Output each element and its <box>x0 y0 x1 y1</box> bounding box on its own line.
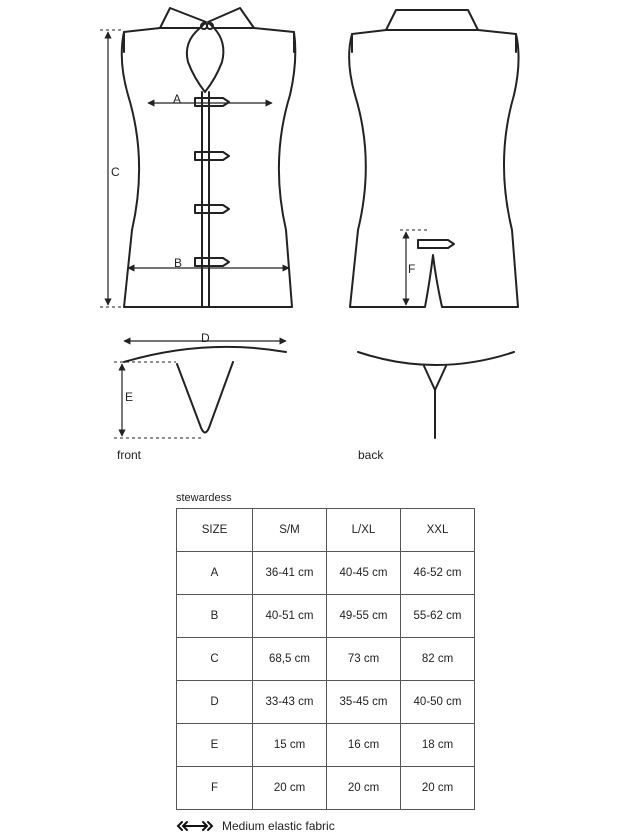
table-cell: E <box>177 724 253 767</box>
table-cell: 40-50 cm <box>401 681 475 724</box>
table-cell: 68,5 cm <box>253 638 327 681</box>
table-cell: 46-52 cm <box>401 552 475 595</box>
table-row <box>177 681 475 724</box>
table-cell: C <box>177 638 253 681</box>
table-cell: 33-43 cm <box>253 681 327 724</box>
header-cell: L/XL <box>327 509 401 552</box>
table-row <box>177 638 475 681</box>
label-c: C <box>111 165 120 179</box>
table-cell: B <box>177 595 253 638</box>
table-row <box>177 595 475 638</box>
label-e: E <box>125 390 134 404</box>
table-cell: D <box>177 681 253 724</box>
table-cell: 15 cm <box>253 724 327 767</box>
table-cell: 20 cm <box>253 767 327 810</box>
table-row <box>177 767 475 810</box>
table-cell: 40-51 cm <box>253 595 327 638</box>
table-cell: 73 cm <box>327 638 401 681</box>
table-cell: 20 cm <box>401 767 475 810</box>
label-d: D <box>201 331 210 345</box>
header-cell: S/M <box>253 509 327 552</box>
caption-front: front <box>117 448 142 462</box>
header-cell: XXL <box>401 509 475 552</box>
table-cell: 18 cm <box>401 724 475 767</box>
label-b: B <box>174 256 183 270</box>
size-table <box>176 508 475 810</box>
back-thong <box>358 352 514 438</box>
table-cell: 40-45 cm <box>327 552 401 595</box>
table-title: stewardess <box>176 492 232 504</box>
label-f: F <box>408 262 416 276</box>
table-cell: 36-41 cm <box>253 552 327 595</box>
header-cell: SIZE <box>177 509 253 552</box>
fabric-legend <box>176 816 335 836</box>
table-cell: 49-55 cm <box>327 595 401 638</box>
table-header-row <box>177 509 475 552</box>
table-cell: 20 cm <box>327 767 401 810</box>
front-thong <box>124 347 286 433</box>
table-cell: 35-45 cm <box>327 681 401 724</box>
table-cell: 55-62 cm <box>401 595 475 638</box>
table-cell: F <box>177 767 253 810</box>
elastic-arrows-icon <box>176 820 214 832</box>
table-cell: A <box>177 552 253 595</box>
label-a: A <box>173 92 182 106</box>
caption-back: back <box>358 448 384 462</box>
table-row <box>177 552 475 595</box>
front-dress <box>122 8 296 307</box>
table-cell: 16 cm <box>327 724 401 767</box>
table-cell: 82 cm <box>401 638 475 681</box>
legend-label: Medium elastic fabric <box>222 819 335 833</box>
back-dress <box>349 10 518 307</box>
table-row <box>177 724 475 767</box>
